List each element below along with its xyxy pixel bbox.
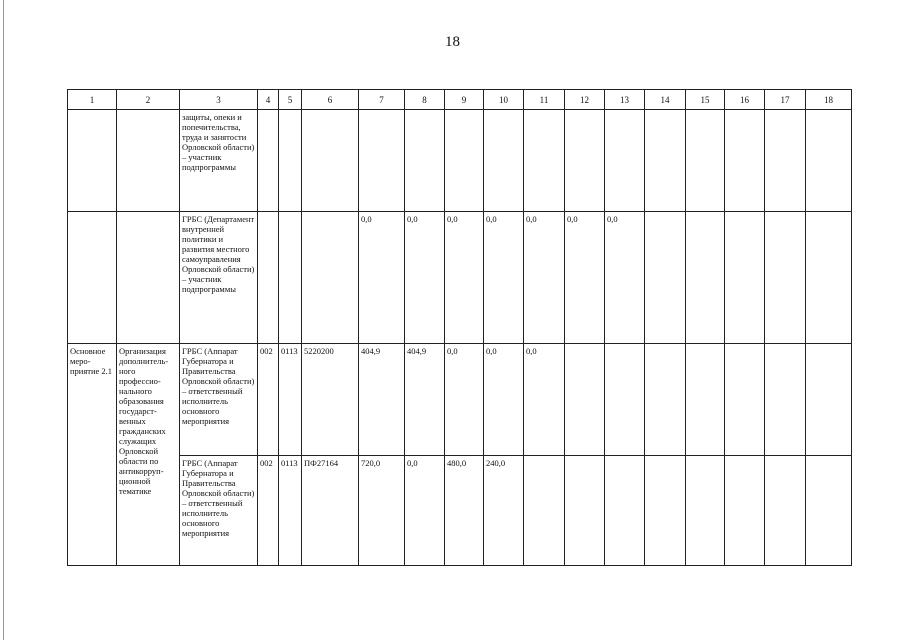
table-cell <box>686 344 725 456</box>
table-cell: 480,0 <box>445 456 484 566</box>
table-cell: 0113 <box>279 344 302 456</box>
table-cell <box>117 212 180 344</box>
executor-cell: ГРБС (Аппарат Губернатора и Правительства Орловской области) – ответственный исполнитель основного мероприятия <box>180 344 258 456</box>
table-cell <box>686 456 725 566</box>
executor-cell: ГРБС (Департамент внутренней политики и развития местного самоуправления Орловской области) – участник подпрограммы <box>180 212 258 344</box>
header-cell: 5 <box>279 90 302 110</box>
table-cell <box>806 110 852 212</box>
page-number: 18 <box>445 34 460 50</box>
executor-cell: ГРБС (Аппарат Губернатора и Правительства Орловской области) – ответственный исполнитель основного мероприятия <box>180 456 258 566</box>
table-cell <box>765 456 806 566</box>
table-cell <box>524 456 565 566</box>
header-cell: 10 <box>484 90 524 110</box>
table-cell: 0,0 <box>565 212 605 344</box>
table-cell <box>565 344 605 456</box>
executor-cell: защиты, опеки и попечительства, труда и занятости Орловской области) – участник подпрограммы <box>180 110 258 212</box>
table-cell <box>302 110 359 212</box>
header-cell: 8 <box>405 90 445 110</box>
header-cell: 17 <box>765 90 806 110</box>
table-cell <box>258 110 279 212</box>
header-cell: 2 <box>117 90 180 110</box>
table-cell: 720,0 <box>359 456 405 566</box>
header-cell: 11 <box>524 90 565 110</box>
header-cell: 15 <box>686 90 725 110</box>
table-cell: 404,9 <box>405 344 445 456</box>
table-cell <box>765 344 806 456</box>
table-cell <box>645 110 686 212</box>
table-cell <box>445 110 484 212</box>
table-row <box>68 212 852 344</box>
table-cell: 0,0 <box>405 456 445 566</box>
measure-description-cell: Организация дополнитель-ного профессио-нального образования государст-венных гражданских служащих Орловской области по антикорруп-ционной тематике <box>117 344 180 566</box>
table-cell: 0,0 <box>484 212 524 344</box>
table-cell <box>302 212 359 344</box>
table-cell: 0,0 <box>405 212 445 344</box>
table-cell: 0,0 <box>484 344 524 456</box>
table-cell <box>806 456 852 566</box>
table-cell <box>258 212 279 344</box>
table-cell <box>605 456 645 566</box>
table-cell <box>279 110 302 212</box>
table-cell <box>645 456 686 566</box>
header-cell: 4 <box>258 90 279 110</box>
table-cell: 0,0 <box>524 212 565 344</box>
table-cell: 5220200 <box>302 344 359 456</box>
measure-name-cell: Основное меро-приятие 2.1 <box>68 344 117 566</box>
table-cell <box>765 110 806 212</box>
table-cell <box>725 212 765 344</box>
header-cell: 6 <box>302 90 359 110</box>
table-cell <box>806 212 852 344</box>
table-cell <box>725 456 765 566</box>
table-cell <box>645 344 686 456</box>
header-cell: 9 <box>445 90 484 110</box>
table-cell <box>725 344 765 456</box>
table-cell <box>605 110 645 212</box>
page-edge-rule <box>3 0 4 640</box>
table-cell <box>765 212 806 344</box>
header-cell: 12 <box>565 90 605 110</box>
table-cell: 240,0 <box>484 456 524 566</box>
header-cell: 7 <box>359 90 405 110</box>
header-row <box>68 90 852 110</box>
table-cell <box>359 110 405 212</box>
table-cell <box>484 110 524 212</box>
table-cell: ПФ27164 <box>302 456 359 566</box>
table-cell: 0,0 <box>605 212 645 344</box>
header-cell: 18 <box>806 90 852 110</box>
table-cell <box>524 110 565 212</box>
table-cell <box>68 110 117 212</box>
table-cell <box>605 344 645 456</box>
table-cell <box>686 110 725 212</box>
table-cell: 0,0 <box>524 344 565 456</box>
table-cell <box>117 110 180 212</box>
table-cell: 002 <box>258 344 279 456</box>
table-cell <box>68 212 117 344</box>
table-cell <box>645 212 686 344</box>
table-cell <box>725 110 765 212</box>
header-cell: 3 <box>180 90 258 110</box>
table-cell: 0,0 <box>359 212 405 344</box>
table-cell <box>686 212 725 344</box>
table-cell <box>565 456 605 566</box>
table-cell <box>405 110 445 212</box>
header-cell: 13 <box>605 90 645 110</box>
table-row <box>68 344 852 456</box>
header-cell: 1 <box>68 90 117 110</box>
table-cell <box>565 110 605 212</box>
header-cell: 14 <box>645 90 686 110</box>
table-cell: 0,0 <box>445 212 484 344</box>
program-table <box>67 89 852 566</box>
table-cell: 0113 <box>279 456 302 566</box>
table-cell: 002 <box>258 456 279 566</box>
table-row <box>68 456 852 566</box>
table-cell: 0,0 <box>445 344 484 456</box>
header-cell: 16 <box>725 90 765 110</box>
table-row <box>68 110 852 212</box>
table-cell <box>279 212 302 344</box>
table-cell: 404,9 <box>359 344 405 456</box>
table-cell <box>806 344 852 456</box>
